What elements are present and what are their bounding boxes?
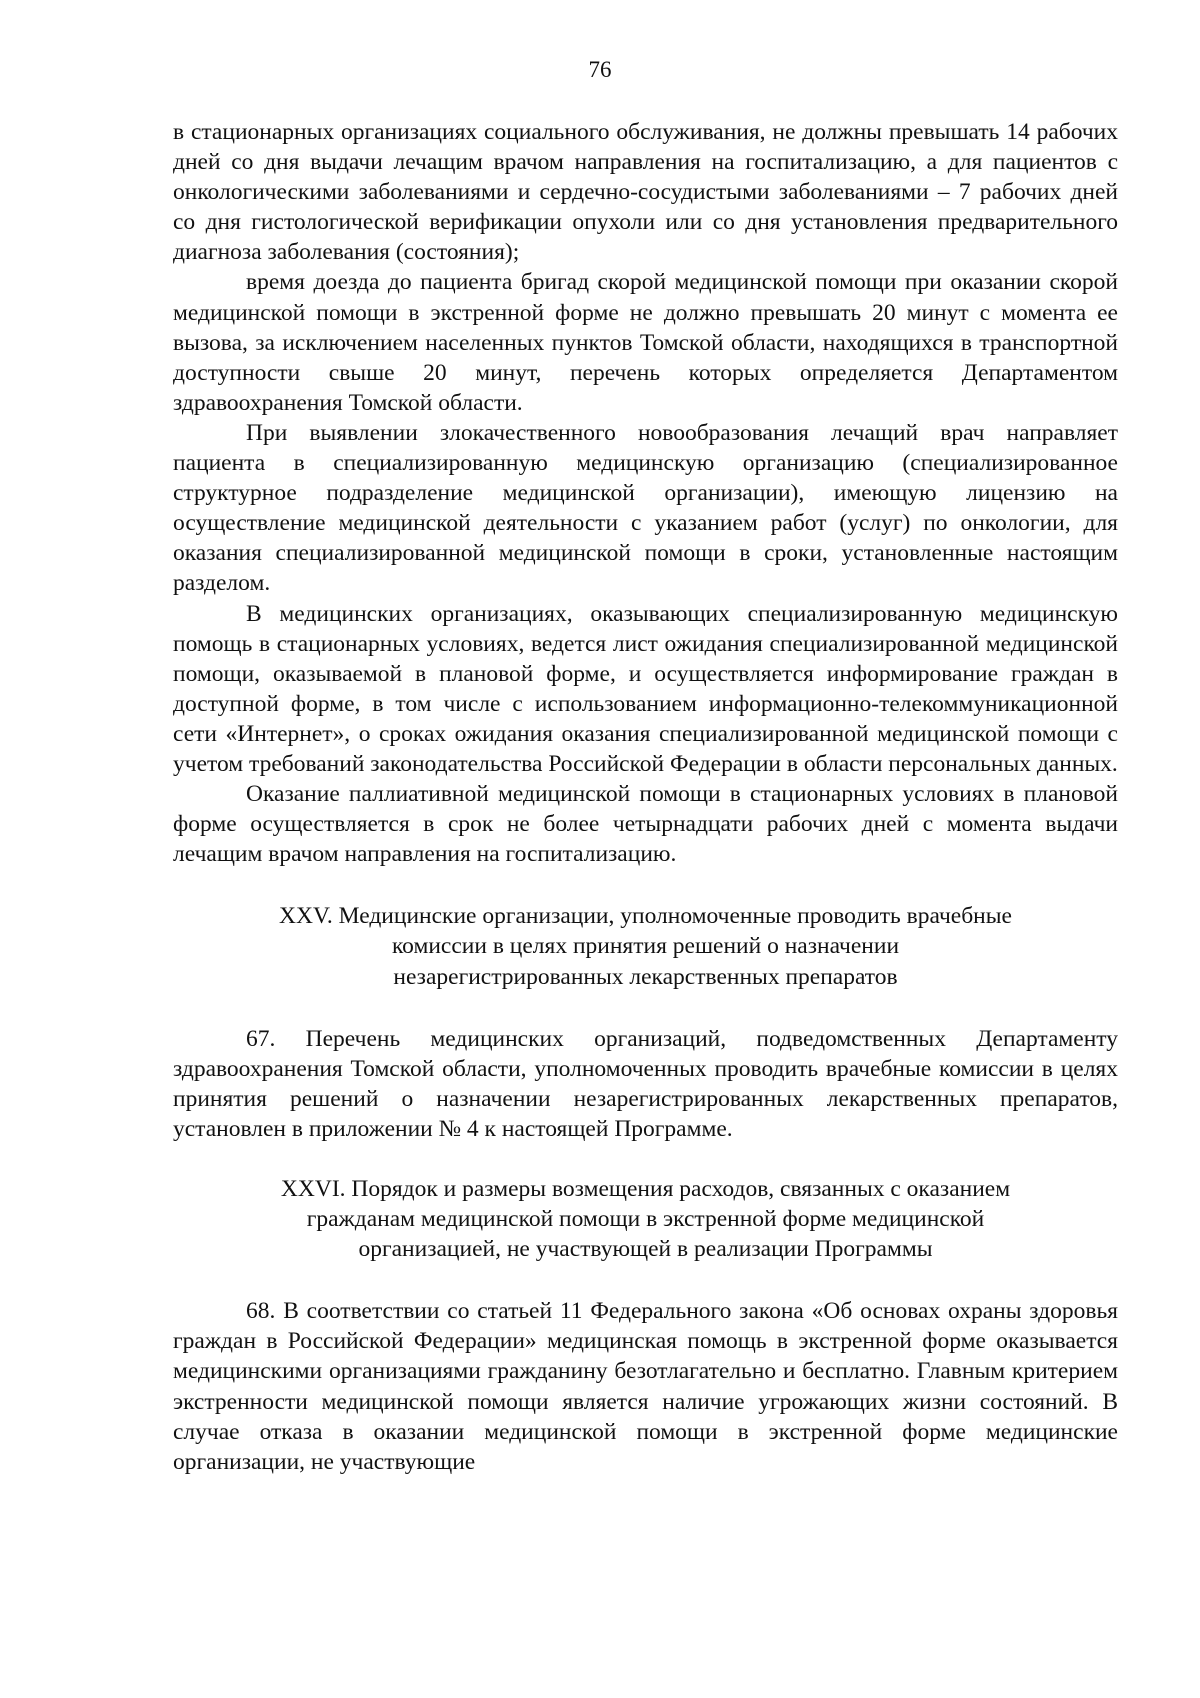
section-heading-xxv-line-2: комиссии в целях принятия решений о назначении	[391, 933, 900, 960]
section-heading-xxvi-line-1: XXVI. Порядок и размеры возмещения расходов, связанных с оказанием	[280, 1176, 1011, 1202]
section-heading-xxv-line-3: незарегистрированных лекарственных препаратов	[393, 963, 898, 990]
section-heading-xxv	[173, 901, 1118, 991]
paragraph-3: При выявлении злокачественного новообразования лечащий врач направляет пациента в специализированную медицинскую организацию (специализированное структурное подразделение медицинской организации), имеющую лицензию на осуществление медицинской деятельности с указанием работ (услуг) по онкологии, для оказания специализированной медицинской помощи в сроки, установленные настоящим разделом.	[173, 419, 1118, 597]
paragraph-1: в стационарных организациях социального обслуживания, не должны превышать 14 рабочих дней со дня выдачи лечащим врачом направления на госпитализацию, а для пациентов с онкологическими заболеваниями и сердечно-сосудистыми заболеваниями – 7 рабочих дней со дня гистологической верификации опухоли или со дня установления предварительного диагноза заболевания (состояния);	[173, 119, 1118, 266]
document-body	[173, 117, 1118, 1477]
paragraph-5: Оказание паллиативной медицинской помощи в стационарных условиях в плановой форме осуществляется в срок не более четырнадцати рабочих дней с момента выдачи лечащим врачом направления на госпитализацию.	[173, 781, 1118, 868]
paragraph-2: время доезда до пациента бригад скорой медицинской помощи при оказании скорой медицинской помощи в экстренной форме не должно превышать 20 минут с момента ее вызова, за исключением населенных пунктов Томской области, находящихся в транспортной доступности свыше 20 минут, перечень которых определяется Департаментом здравоохранения Томской области.	[173, 269, 1118, 416]
paragraph-4: В медицинских организациях, оказывающих специализированную медицинскую помощь в стационарных условиях, ведется лист ожидания специализированной медицинской помощи, оказываемой в плановой форме, и осуществляется информирование граждан в доступной форме, в том числе с использованием информационно-телекоммуникационной сети «Интернет», о сроках ожидания оказания специализированной медицинской помощи с учетом требований законодательства Российской Федерации в области персональных данных.	[173, 600, 1118, 777]
paragraph-67: 67. Перечень медицинских организаций, подведомственных Департаменту здравоохранения Томской области, уполномоченных проводить врачебные комиссии в целях принятия решений о назначении незарегистрированных лекарственных препаратов, установлен в приложении № 4 к настоящей Программе.	[173, 1025, 1118, 1142]
section-heading-xxvi-line-2: гражданам медицинской помощи в экстренной форме медицинской	[306, 1206, 985, 1233]
section-heading-xxv-line-1: XXV. Медицинские организации, уполномоченные проводить врачебные	[279, 903, 1012, 930]
paragraph-68: 68. В соответствии со статьей 11 Федерального закона «Об основах охраны здоровья граждан в Российской Федерации» медицинская помощь в экстренной форме оказывается медицинскими организациями гражданину безотлагательно и бесплатно. Главным критерием экстренности медицинской помощи является наличие угрожающих жизни состояний. В случае отказа в оказании медицинской помощи в экстренной форме медицинские организации, не участвующие	[173, 1298, 1118, 1475]
section-heading-xxvi	[173, 1174, 1118, 1264]
page-number: 76	[588, 57, 612, 82]
section-heading-xxvi-line-3: организацией, не участвующей в реализации Программы	[358, 1236, 933, 1263]
